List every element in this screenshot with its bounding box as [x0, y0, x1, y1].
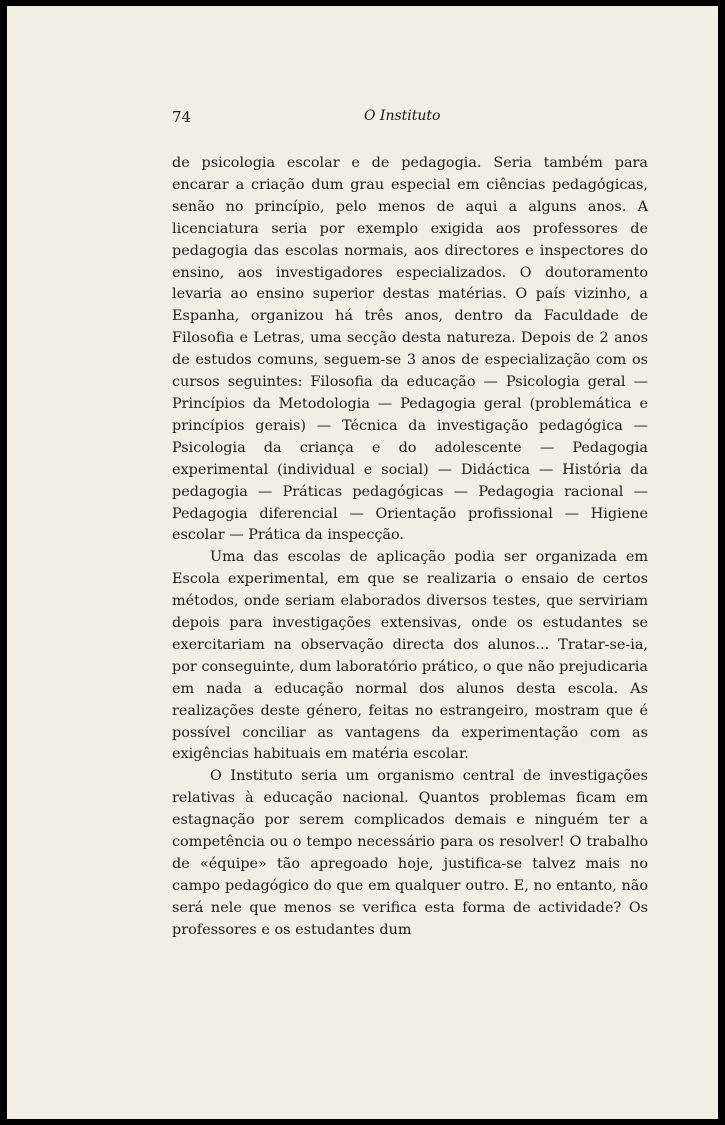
body-text — [172, 153, 648, 942]
page-number: 74 — [172, 108, 192, 126]
paragraph-3: O Instituto seria um organismo central de investigações relativas à educação nacional. Quantos problemas ficam em estagnação por serem complicados demais e ninguém ter a competência ou o tempo necessário para os resolver! O trabalho de «équipe» tão apregoado hoje, justifica-se talvez mais no campo pedagógico do que em qualquer outro. E, no entanto, não será nele que menos se verifica esta forma de actividade? Os professores e os estudantes dum — [172, 768, 648, 938]
scanned-page — [7, 6, 718, 1119]
page-header — [172, 108, 648, 130]
paragraph-1: de psicologia escolar e de pedagogia. Seria também para encarar a criação dum grau especial em ciências pedagógicas, senão no princípio, pelo menos de aqui a alguns anos. A licenciatura seria por exemplo exigida aos professores de pedagogia das escolas normais, aos directores e inspectores do ensino, aos investigadores especializados. O doutoramento levaria ao ensino superior destas matérias. O país vizinho, a Espanha, organizou há três anos, dentro da Faculdade de Filosofia e Letras, uma secção desta natureza. Depois de 2 anos de estudos comuns, seguem-se 3 anos de especialização com os cursos seguintes: Filosofia da educação — Psicologia geral — Princípios da Metodologia — Pedagogia geral (problemática e princípios gerais) — Técnica da investigação pedagógica — Psicologia da criança e do adolescente — Pedagogia experimental (individual e social) — Didáctica — História da pedagogia — Práticas pedagógicas — Pedagogia racional — Pedagogia diferencial — Orientação profissional — Higiene escolar — Prática da inspecção. — [172, 155, 648, 544]
running-title: O Instituto — [364, 108, 441, 124]
paragraph-2: Uma das escolas de aplicação podia ser organizada em Escola experimental, em que se realizaria o ensaio de certos métodos, onde seriam elaborados diversos testes, que serviriam depois para investigações extensivas, onde os estudantes se exercitariam na observação directa dos alunos... Tratar-se-ia, por conseguinte, dum laboratório prático, o que não prejudicaria em nada a educação normal dos alunos desta escola. As realizações deste género, feitas no estrangeiro, mostram que é possível conciliar as vantagens da experimentação com as exigências habituais em matéria escolar. — [172, 549, 648, 763]
